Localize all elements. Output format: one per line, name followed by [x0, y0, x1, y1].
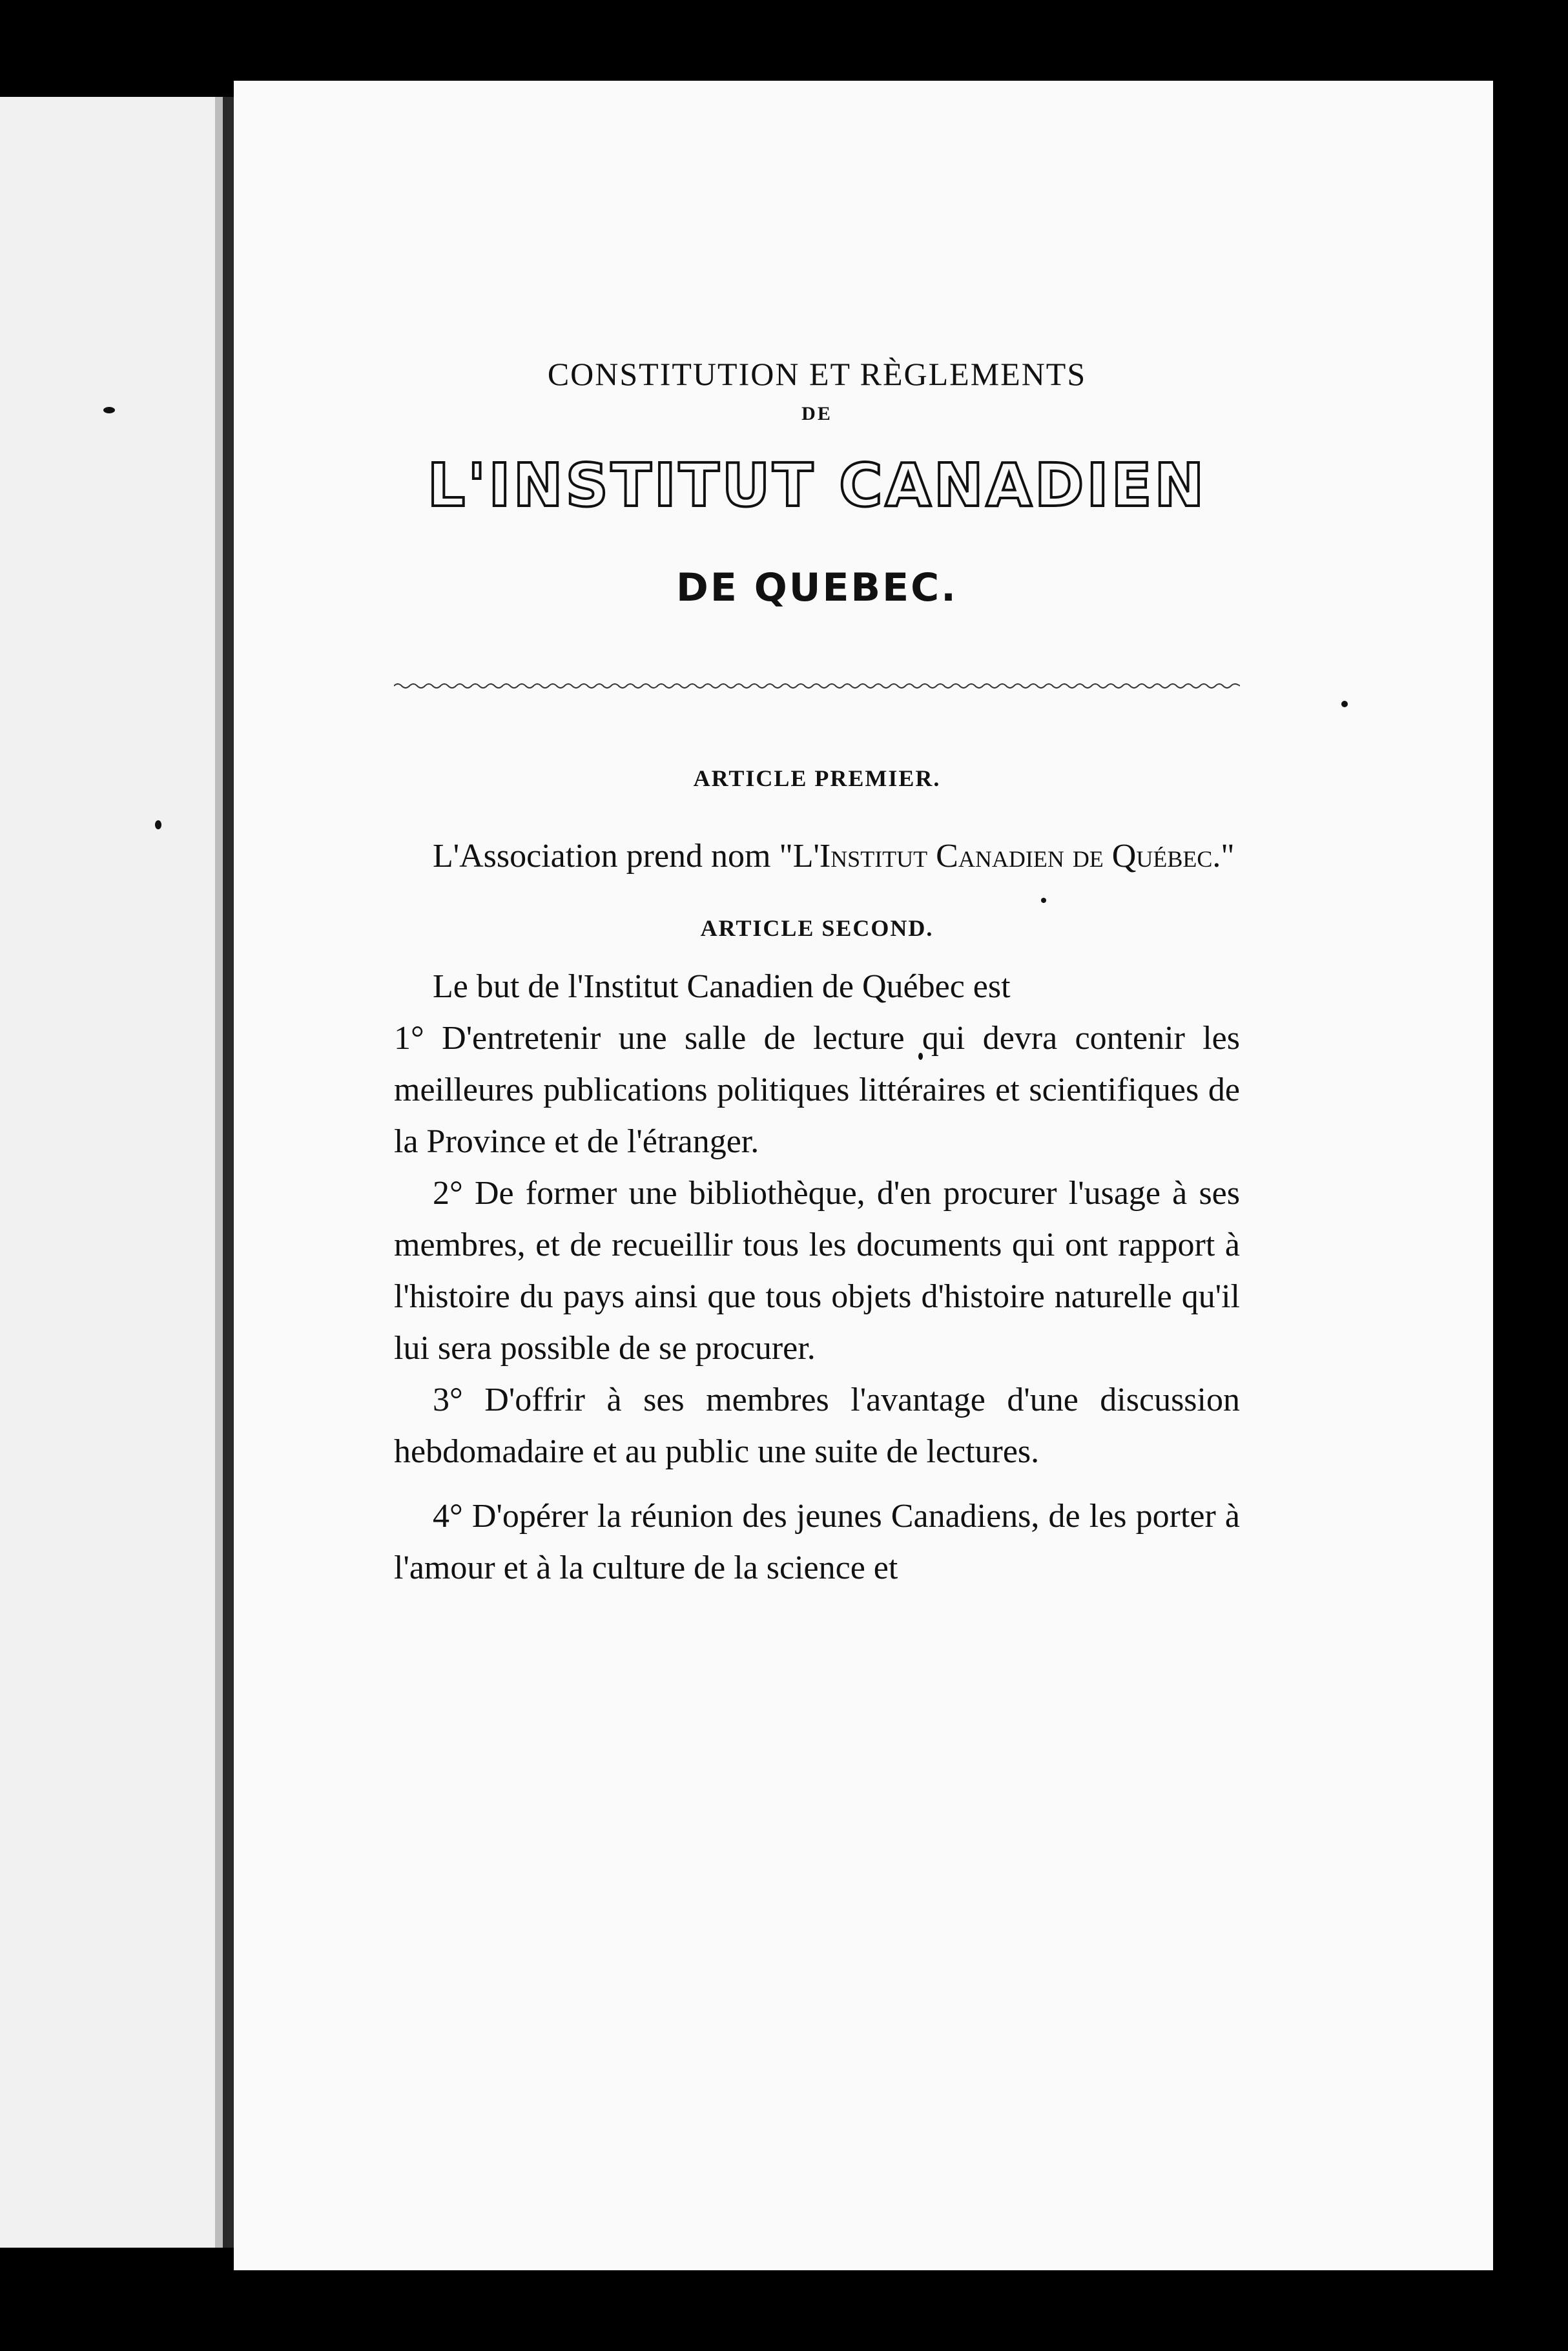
page-content	[394, 355, 1240, 1594]
institute-city: DE QUEBEC.	[676, 565, 958, 610]
wavy-divider	[394, 681, 1240, 690]
article-2-item-2: 2° De former une bibliothèque, d'en procurer l'usage à ses membres, et de recueillir tous les documents qui ont rapport à l'histoire du pays ainsi que tous objets d'histoire naturelle qu'il lui sera possible de se procurer.	[394, 1175, 1240, 1367]
article-2-item-3: 3° D'offrir à ses membres l'avantage d'une discussion hebdomadaire et au public une suite de lectures.	[394, 1382, 1240, 1470]
document-title: CONSTITUTION ET RÈGLEMENTS	[547, 356, 1087, 392]
ink-speck	[103, 407, 115, 413]
ink-speck	[1341, 701, 1348, 707]
article-2-item-4: 4° D'opérer la réunion des jeunes Canadiens, de les porter à l'amour et à la culture de la science et	[394, 1498, 1240, 1586]
article-1-heading: ARTICLE PREMIER.	[693, 765, 941, 791]
title-de: DE	[801, 403, 832, 424]
ink-speck	[155, 820, 161, 829]
article-1-text-part2: ."	[1212, 838, 1235, 875]
article-2-heading: ARTICLE SECOND.	[700, 915, 934, 941]
article-2-item-1: 1° D'entretenir une salle de lecture qui devra contenir les meilleures publications politiques littéraires et scientifiques de la Province et de l'étranger.	[394, 1020, 1240, 1160]
article-1-text-part1: L'Association prend nom "	[433, 838, 793, 875]
institute-name: L'INSTITUT CANADIEN	[427, 451, 1207, 520]
article-1-text	[394, 831, 1240, 882]
book-gutter	[223, 97, 234, 2248]
article-1-institute-name: L'Institut Canadien de Québec	[792, 838, 1213, 875]
article-2-intro: Le but de l'Institut Canadien de Québec est	[433, 968, 1011, 1005]
left-page-edge	[0, 97, 223, 2248]
